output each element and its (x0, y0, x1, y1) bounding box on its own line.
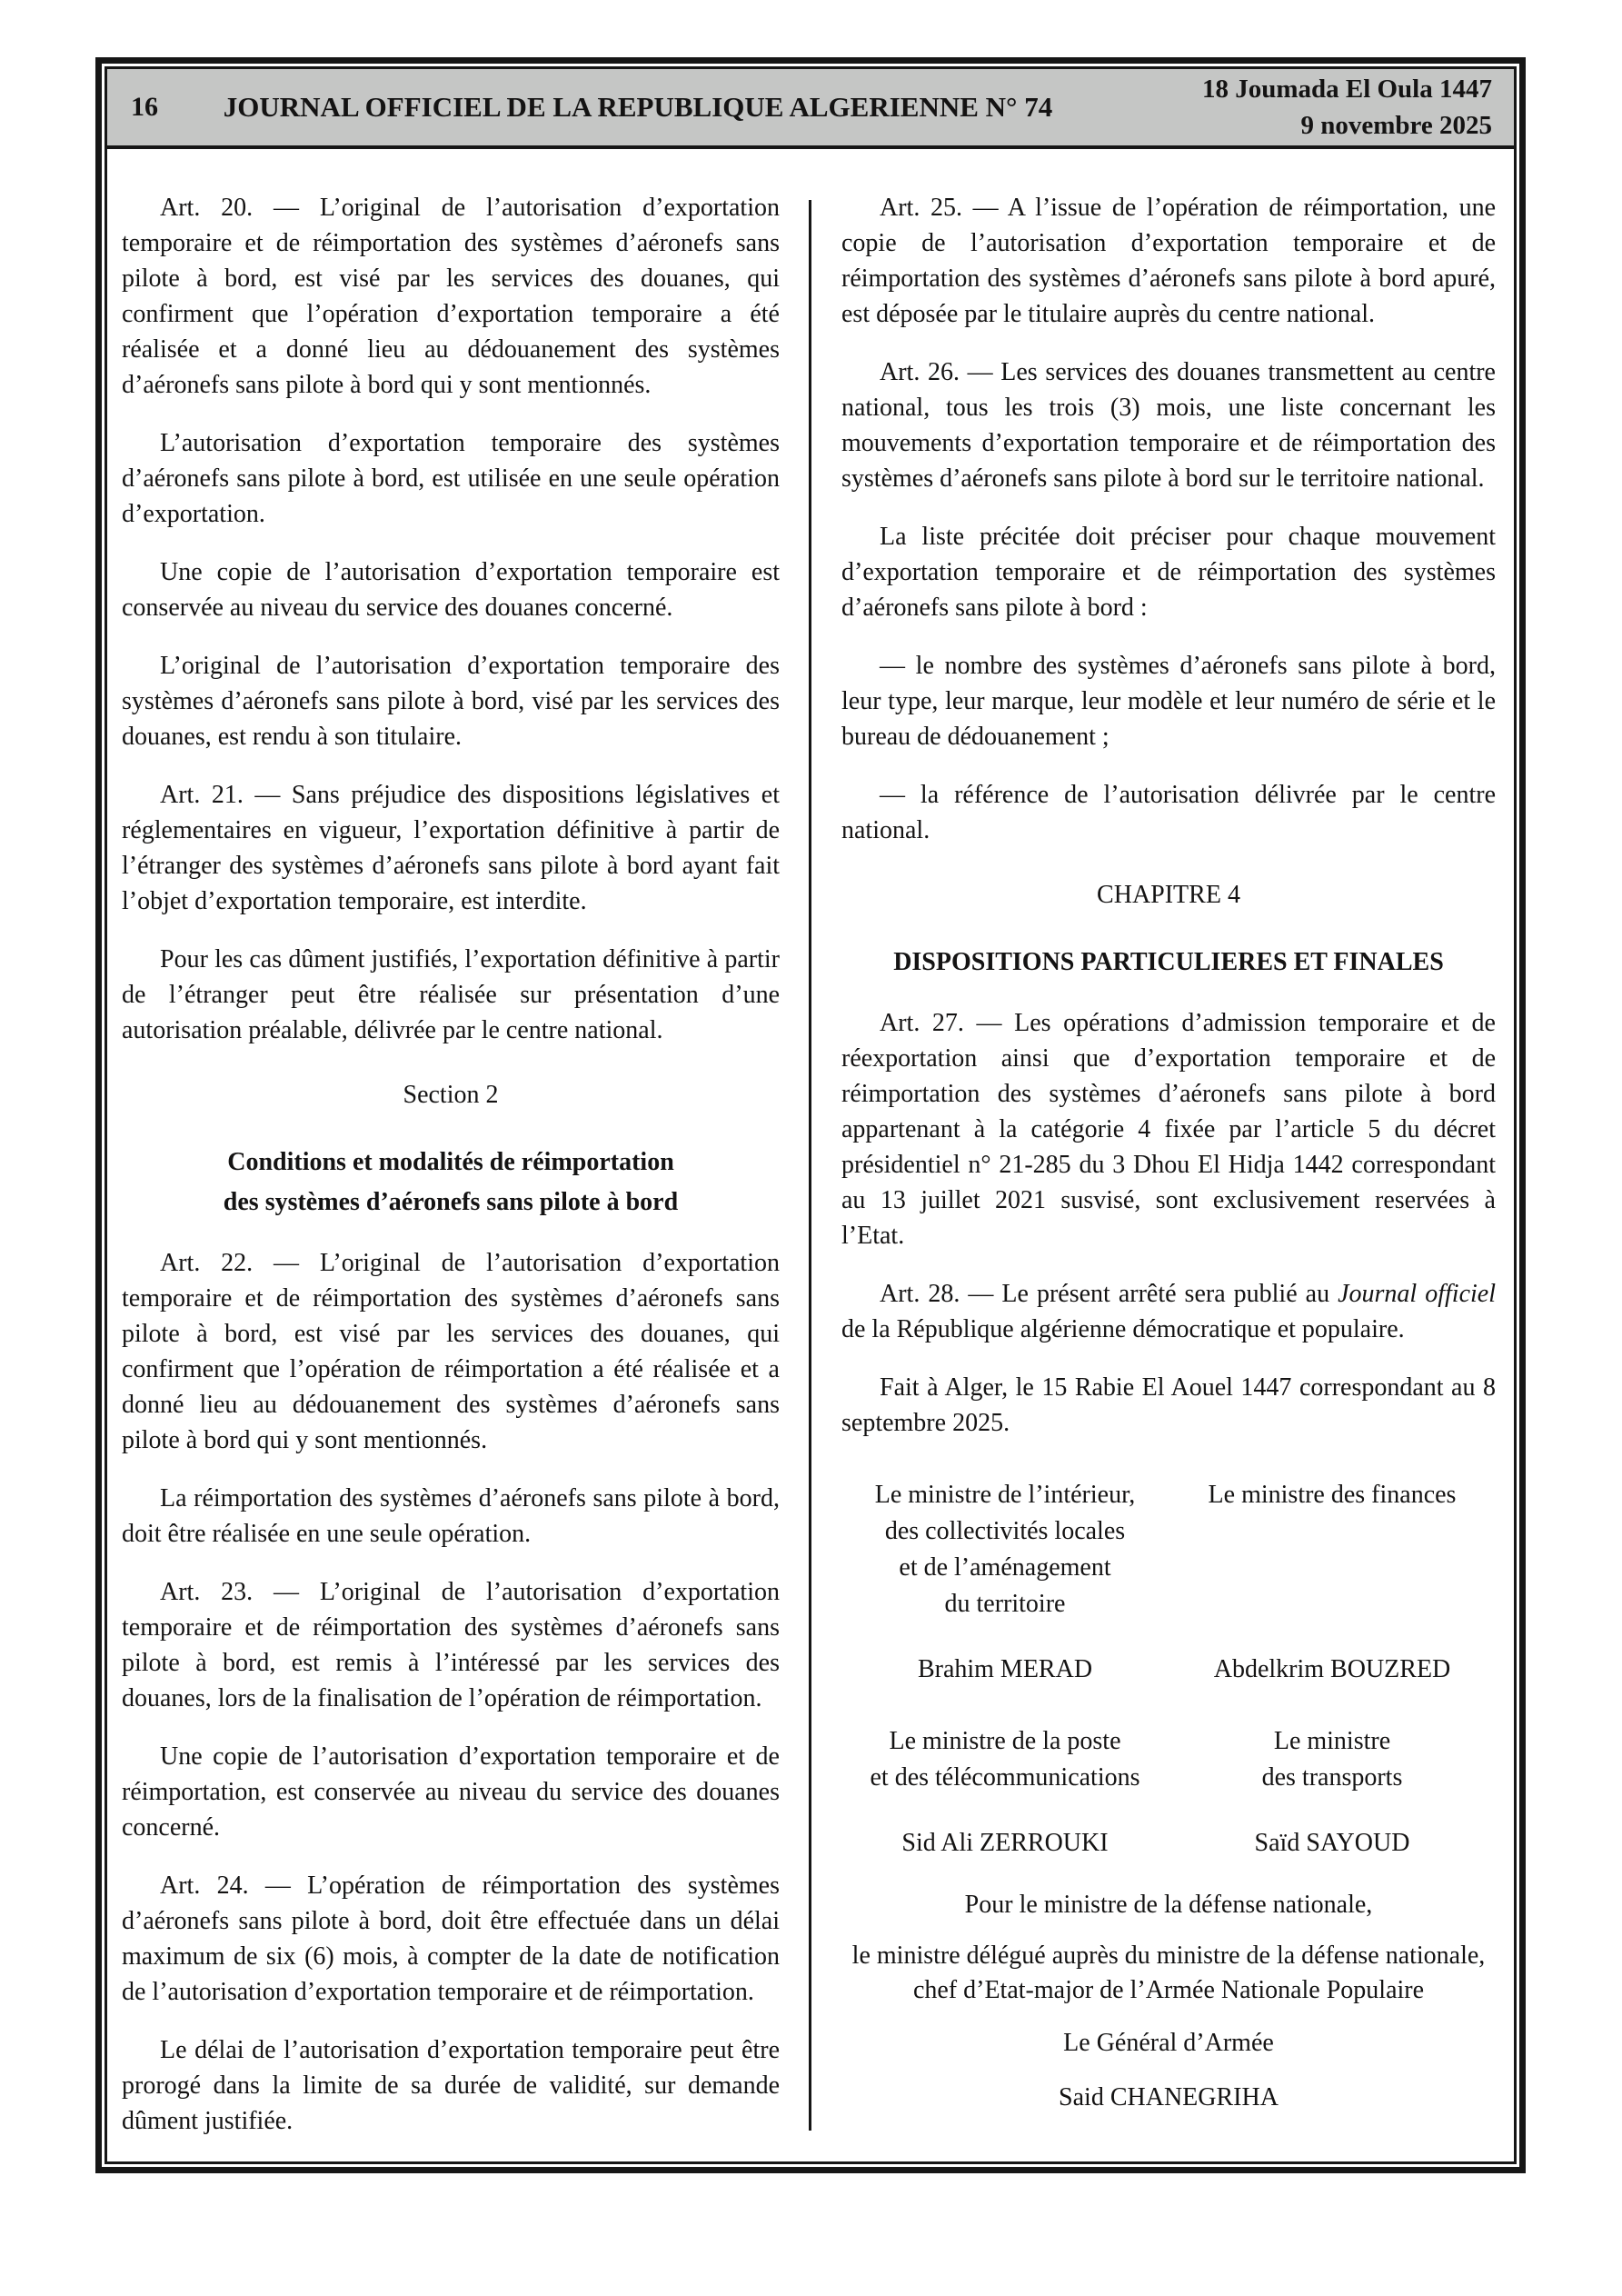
article-paragraph: Une copie de l’autorisation d’exportation temporaire et de réimportation, est conservée au niveau du service des douanes concerné. (122, 1742, 780, 1842)
italic-text-segment: Journal officiel (1338, 1280, 1496, 1308)
minister-title (1169, 1477, 1496, 1622)
gregorian-date: 9 novembre 2025 (1300, 111, 1492, 140)
signature-row (841, 1477, 1496, 1622)
hijri-date: 18 Joumada El Oula 1447 (1201, 75, 1492, 104)
page-frame (95, 57, 1526, 2173)
defense-line: chef d’Etat-major de l’Armée Nationale Populaire (912, 1976, 1425, 2004)
page-number: 16 (131, 92, 158, 122)
article-paragraph: — la référence de l’autorisation délivrée par le centre national. (841, 781, 1496, 844)
heading-line: CHAPITRE 4 (1097, 881, 1240, 909)
section-heading (122, 1143, 780, 1223)
signatures-block (841, 1477, 1496, 1861)
defense-group (841, 1939, 1496, 2008)
signature-line: Sid Ali ZERROUKI (901, 1829, 1109, 1857)
section-heading (841, 943, 1496, 983)
article-paragraph: L’autorisation d’exportation temporaire des systèmes d’aéronefs sans pilote à bord, est utilisée en une seule opération d’exportation. (122, 429, 780, 528)
article-paragraph: Art. 23. — L’original de l’autorisation d’exportation temporaire et de réimportation des systèmes d’aéronefs sans pilote à bord, est remis à l’intéressé par les services des douanes, lors de la finalisation de l’opération de réimportation. (122, 1578, 780, 1712)
signature-line: Le ministre de l’intérieur, (874, 1481, 1136, 1509)
article-paragraph (841, 1276, 1496, 1347)
heading-line: Conditions et modalités de réimportation (227, 1148, 674, 1176)
article-paragraph: Une copie de l’autorisation d’exportation temporaire est conservée au niveau du service des douanes concerné. (122, 558, 780, 622)
minister-title (841, 1723, 1169, 1796)
text-segment: de la République algérienne démocratique et populaire. (841, 1315, 1405, 1343)
signature-line: Le ministre (1273, 1727, 1391, 1755)
right-column (811, 153, 1514, 2161)
page-header (107, 69, 1514, 149)
page-inner-frame (104, 66, 1517, 2164)
defense-group (841, 1888, 1496, 1922)
article-paragraph: Art. 21. — Sans préjudice des dispositions législatives et réglementaires en vigueur, l’exportation définitive à partir de l’étranger des systèmes d’aéronefs sans pilote à bord ayant fait l’objet d’exportation temporaire, est interdite. (122, 781, 780, 915)
journal-title: JOURNAL OFFICIEL DE LA REPUBLIQUE ALGERIENNE N° 74 (223, 91, 1053, 123)
signature-line: des transports (1261, 1763, 1403, 1792)
defense-line: Said CHANEGRIHA (1059, 2083, 1279, 2111)
signature-row (841, 1825, 1496, 1861)
article-paragraph: Pour les cas dûment justifiés, l’exportation définitive à partir de l’étranger peut être réalisée sur présentation d’une autorisation préalable, délivrée par le centre national. (122, 945, 780, 1044)
text-segment: Art. 28. — Le présent arrêté sera publié au (880, 1280, 1338, 1308)
minister-name (841, 1652, 1169, 1687)
signature-line: et de l’aménagement (899, 1553, 1111, 1582)
defense-line: le ministre délégué auprès du ministre de la défense nationale, (851, 1942, 1486, 1970)
signature-row (841, 1723, 1496, 1796)
left-column (107, 153, 811, 2161)
article-paragraph: L’original de l’autorisation d’exportation temporaire des systèmes d’aéronefs sans pilote à bord, visé par les services des douanes, est rendu à son titulaire. (122, 652, 780, 751)
article-paragraph: Fait à Alger, le 15 Rabie El Aouel 1447 correspondant au 8 septembre 2025. (841, 1373, 1496, 1437)
heading-line: Section 2 (403, 1081, 499, 1109)
article-paragraph: Art. 24. — L’opération de réimportation des systèmes d’aéronefs sans pilote à bord, doit être effectuée dans un délai maximum de six (6) mois, à compter de la date de notification de l’autorisation d’exportation temporaire et de réimportation. (122, 1872, 780, 2006)
signature-line: et des télécommunications (870, 1763, 1140, 1792)
signature-line: des collectivités locales (884, 1517, 1126, 1545)
defense-line: Le Général d’Armée (1063, 2029, 1274, 2057)
article-paragraph: Art. 26. — Les services des douanes transmettent au centre national, tous les trois (3) mois, une liste concernant les mouvements d’exportation temporaire et de réimportation des systèmes d’aéronefs sans pilote à bord sur le territoire national. (841, 358, 1496, 493)
article-paragraph: — le nombre des systèmes d’aéronefs sans pilote à bord, leur type, leur marque, leur modèle et leur numéro de série et le bureau de dédouanement ; (841, 652, 1496, 751)
signature-line: du territoire (944, 1590, 1066, 1618)
article-paragraph: La réimportation des systèmes d’aéronefs sans pilote à bord, doit être réalisée en une seule opération. (122, 1484, 780, 1548)
signature-row (841, 1652, 1496, 1687)
article-paragraph: Art. 20. — L’original de l’autorisation d’exportation temporaire et de réimportation des systèmes d’aéronefs sans pilote à bord, est visé par les services des douanes, qui confirment que l’opération d’exportation temporaire a été réalisée et a donné lieu au dédouanement des systèmes d’aéronefs sans pilote à bord qui y sont mentionnés. (122, 194, 780, 399)
minister-name (1169, 1652, 1496, 1687)
defense-group (841, 2026, 1496, 2061)
defense-line: Pour le ministre de la défense nationale, (964, 1891, 1373, 1919)
article-paragraph: La liste précitée doit préciser pour chaque mouvement d’exportation temporaire et de réimportation des systèmes d’aéronefs sans pilote à bord : (841, 523, 1496, 622)
centered-line (841, 875, 1496, 915)
minister-title (841, 1477, 1169, 1622)
heading-line: DISPOSITIONS PARTICULIERES ET FINALES (893, 948, 1444, 976)
heading-line: des systèmes d’aéronefs sans pilote à bord (223, 1188, 679, 1216)
signature-line: Le ministre des finances (1208, 1481, 1457, 1509)
content-area (107, 153, 1514, 2161)
signature-line: Abdelkrim BOUZRED (1213, 1655, 1451, 1683)
issue-date-block (1087, 71, 1514, 144)
minister-name (1169, 1825, 1496, 1861)
signature-line: Le ministre de la poste (889, 1727, 1121, 1755)
minister-title (1169, 1723, 1496, 1796)
article-paragraph: Art. 27. — Les opérations d’admission temporaire et de réexportation ainsi que d’exportation temporaire et de réimportation des systèmes d’aéronefs sans pilote à bord appartenant à la catégorie 4 fixée par l’article 5 du décret présidentiel n° 21-285 du 3 Dhou El Hidja 1442 correspondant au 13 juillet 2021 susvisé, sont exclusivement reservées à l’Etat. (841, 1009, 1496, 1250)
minister-name (841, 1825, 1169, 1861)
article-paragraph: Le délai de l’autorisation d’exportation temporaire peut être prorogé dans la limite de sa durée de validité, sur demande dûment justifiée. (122, 2036, 780, 2135)
article-paragraph: Art. 22. — L’original de l’autorisation d’exportation temporaire et de réimportation des systèmes d’aéronefs sans pilote à bord, est visé par les services des douanes, qui confirment que l’opération de réimportation a été réalisée et a donné lieu au dédouanement des systèmes d’aéronefs sans pilote à bord qui y sont mentionnés. (122, 1249, 780, 1454)
signature-line: Brahim MERAD (917, 1655, 1093, 1683)
article-paragraph: Art. 25. — A l’issue de l’opération de réimportation, une copie de l’autorisation d’exportation temporaire et de réimportation des systèmes d’aéronefs sans pilote à bord apuré, est déposée par le titulaire auprès du centre national. (841, 194, 1496, 328)
centered-line (122, 1075, 780, 1115)
signature-line: Saïd SAYOUD (1254, 1829, 1410, 1857)
defense-signature-block (841, 1888, 1496, 2115)
defense-group (841, 2081, 1496, 2115)
